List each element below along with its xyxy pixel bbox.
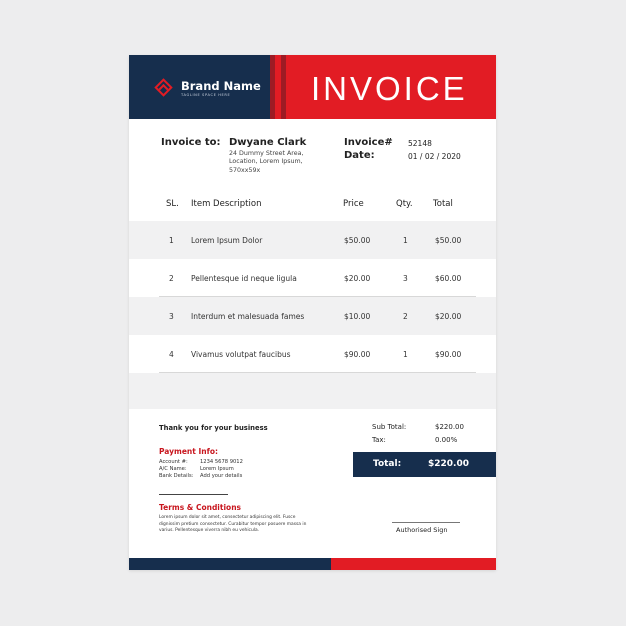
header-brand-panel <box>129 55 270 119</box>
header-total: Total <box>433 199 453 209</box>
row-description: Lorem Ipsum Dolor <box>191 236 263 245</box>
footer-bar-navy <box>129 558 331 570</box>
row-description: Interdum et malesuada fames <box>191 312 305 321</box>
row-sl: 3 <box>169 312 174 321</box>
row-description: Vivamus volutpat faucibus <box>191 350 291 359</box>
terms-title: Terms & Conditions <box>159 503 241 512</box>
row-sl: 4 <box>169 350 174 359</box>
total-value: $220.00 <box>428 459 469 469</box>
tax-label: Tax: <box>372 436 386 444</box>
row-price: $20.00 <box>344 274 371 283</box>
date-value: 01 / 02 / 2020 <box>408 152 461 161</box>
account-label: Account #: <box>159 459 188 465</box>
header-description: Item Description <box>191 199 262 209</box>
row-sl: 1 <box>169 236 174 245</box>
subtotal-value: $220.00 <box>435 423 464 431</box>
client-name: Dwyane Clark <box>229 137 307 148</box>
divider <box>159 494 228 495</box>
address-line: 24 Dummy Street Area, <box>229 150 304 157</box>
brand-tagline: TAGLINE SPACE HERE <box>181 93 231 97</box>
address-line: 570xx59x <box>229 166 261 174</box>
row-qty: 1 <box>403 236 408 245</box>
address-line: Location, Lorem Ipsum, <box>229 158 303 166</box>
date-label: Date: <box>344 150 375 161</box>
footer-bar-red <box>331 558 496 570</box>
client-address <box>229 150 303 175</box>
bank-details-label: Bank Details: <box>159 473 194 479</box>
invoice-number-value: 52148 <box>408 139 432 148</box>
diamond-logo-icon <box>154 78 172 96</box>
payment-info-title: Payment Info: <box>159 447 218 456</box>
row-qty: 1 <box>403 350 408 359</box>
header-qty: Qty. <box>396 199 413 209</box>
terms-text: Lorem ipsum dolor sit amet, consectetur adipiscing elit. Fusce dignissim pretium consectetur. Curabitur tempor posuere massa in varius. Pellentesque viverra nibh eu vehicula. <box>159 515 307 534</box>
row-description: Pellentesque id neque ligula <box>191 274 297 283</box>
row-total: $50.00 <box>435 236 462 245</box>
row-total: $90.00 <box>435 350 462 359</box>
header-stripe <box>281 55 286 119</box>
header-price: Price <box>343 199 364 209</box>
table-footer-band <box>129 373 496 409</box>
invoice-number-label: Invoice# <box>344 137 393 148</box>
invoice-page <box>129 55 496 570</box>
invoice-title: INVOICE <box>311 70 468 107</box>
account-name-label: A/C Name: <box>159 466 187 472</box>
table-row <box>129 297 496 335</box>
table-row <box>129 221 496 259</box>
header-sl: SL. <box>166 199 179 209</box>
subtotal-label: Sub Total: <box>372 423 407 431</box>
thanks-message: Thank you for your business <box>159 424 268 432</box>
brand-name: Brand Name <box>181 79 261 93</box>
row-total: $60.00 <box>435 274 462 283</box>
header-stripe <box>270 55 275 119</box>
row-price: $10.00 <box>344 312 371 321</box>
row-qty: 3 <box>403 274 408 283</box>
row-price: $90.00 <box>344 350 371 359</box>
bank-details-value: Add your details <box>200 473 243 479</box>
row-price: $50.00 <box>344 236 371 245</box>
invoice-to-label: Invoice to: <box>161 137 221 148</box>
row-total: $20.00 <box>435 312 462 321</box>
table-row <box>159 335 476 373</box>
row-sl: 2 <box>169 274 174 283</box>
signature-line <box>392 522 460 523</box>
signature-label: Authorised Sign <box>396 526 448 534</box>
account-value: 1234 5678 9012 <box>200 459 243 465</box>
account-name-value: Lorem Ipsum <box>200 466 234 472</box>
total-bar <box>353 452 496 477</box>
row-qty: 2 <box>403 312 408 321</box>
tax-value: 0.00% <box>435 436 458 444</box>
total-label: Total: <box>373 459 402 469</box>
table-row <box>159 259 476 297</box>
